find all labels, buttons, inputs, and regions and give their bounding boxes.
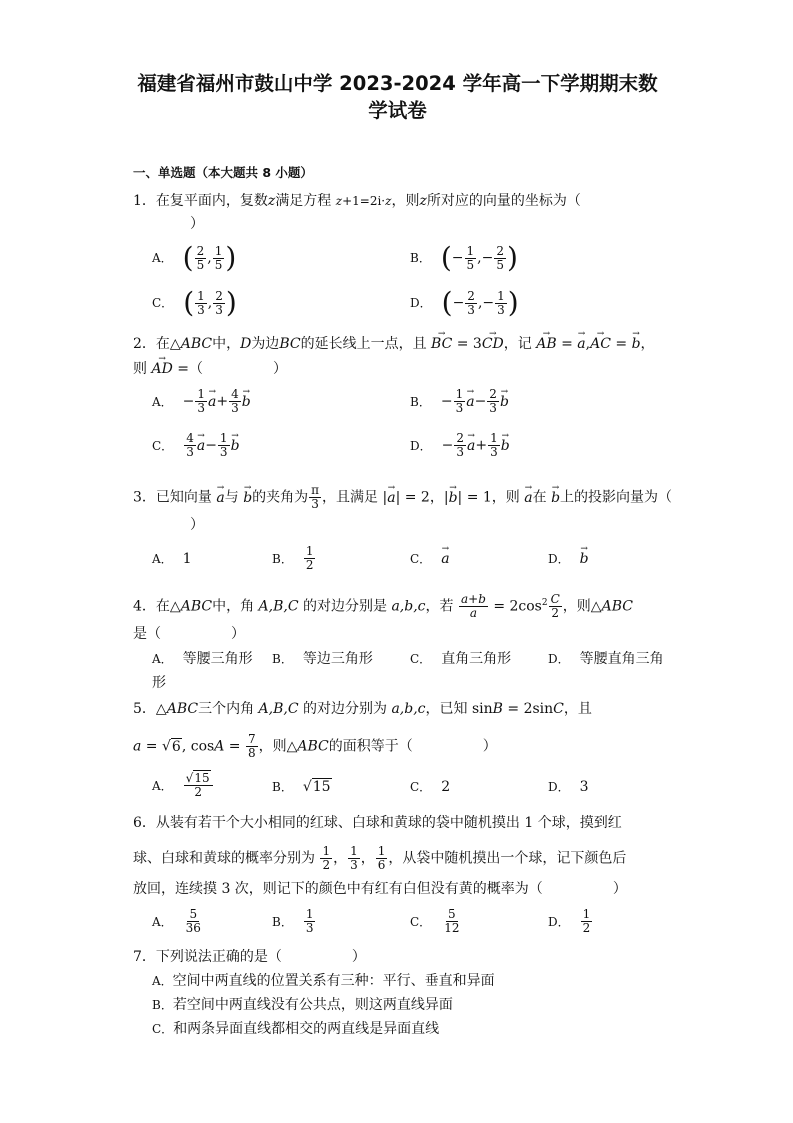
option-1c[interactable]: C． ( $\frac{1}{3}$ , $\frac{2}{3}$ ) <box>152 286 237 319</box>
option-text: 直角三角形 <box>441 651 512 667</box>
option-label: A． <box>152 914 173 929</box>
option-label: D． <box>548 914 570 929</box>
question-text: 下列说法正确的是（ <box>155 949 282 965</box>
option-label: B． <box>410 394 431 409</box>
question-number: 3． <box>133 489 156 506</box>
option-5d[interactable] <box>548 779 589 796</box>
option-text: 3 <box>579 779 589 795</box>
option-1d[interactable]: D． (− $\frac{2}{3}$ ,− $\frac{1}{3}$ ) <box>410 286 519 319</box>
option-6d[interactable]: D． $\frac{1}{2}$ <box>548 907 591 935</box>
question-3-close: ） <box>190 517 204 533</box>
question-number: 5． <box>133 701 156 717</box>
question-7 <box>133 949 673 966</box>
option-4c[interactable] <box>410 651 511 668</box>
option-label: C． <box>152 1022 174 1036</box>
question-text: 在复平面内，复数 <box>155 193 268 209</box>
question-close: ） <box>351 949 366 965</box>
option-7a[interactable] <box>152 973 495 990</box>
option-2c[interactable]: C． $\frac{4}{3}$ → a− $\frac{1}{3}$ → b <box>152 432 240 459</box>
question-close: ） <box>612 881 627 897</box>
option-3c[interactable]: C．→ a <box>410 551 450 568</box>
option-text: 2 <box>441 779 451 795</box>
option-5a[interactable]: A． $\frac{√15}{2}$ <box>152 772 214 799</box>
option-text: 若空间中两直线没有公共点，则这两直线异面 <box>172 997 453 1013</box>
option-4a[interactable] <box>152 651 253 668</box>
option-2d[interactable]: D． − $\frac{2}{3}$ → a+ $\frac{1}{3}$ → b <box>410 432 510 459</box>
option-label: A． <box>152 778 173 793</box>
option-label: D． <box>410 438 432 453</box>
question-4-line-2: 是（ ） <box>133 626 245 642</box>
question-number: 4． <box>133 598 156 615</box>
option-label: B． <box>272 652 293 666</box>
option-label: A． <box>152 394 173 409</box>
title-line-1: 福建省福州市鼓山中学 2023-2024 学年高一下学期期末数 <box>137 72 658 95</box>
option-text: 等边三角形 <box>302 651 373 667</box>
option-4d-wrap: 形 <box>152 675 166 691</box>
question-number: 2． <box>133 336 156 352</box>
question-text: 满足方程 <box>275 193 332 209</box>
question-close: ） <box>482 738 497 755</box>
question-3: 3．已知向量 → a与 → b的夹角为 $\frac{\pi}{3}$ ，且满足 |→ a| = 2，|→ b| = 1，则 → a在 → b上的投影向量为（ <box>133 484 673 511</box>
question-2: 2．在△ABC中，D为边BC的延长线上一点，且 → BC = 3→ CD，记 → AB = → a,→ AC = → b， <box>133 336 673 353</box>
option-text: 等腰三角形 <box>182 651 253 667</box>
section-heading: 一、单选题（本大题共 8 小题） <box>133 165 313 180</box>
option-label: C． <box>410 914 432 929</box>
option-3d[interactable]: D．→ b <box>548 551 589 568</box>
option-text: 空间中两直线的位置关系有三种：平行、垂直和异面 <box>172 973 495 989</box>
option-6c[interactable]: C． $\frac{5}{12}$ <box>410 907 460 935</box>
option-label: A． <box>152 974 173 988</box>
option-1b[interactable]: B． (− $\frac{1}{5}$ ,− $\frac{2}{5}$ ) <box>410 241 518 274</box>
option-2a[interactable]: A． − $\frac{1}{3}$ → a+ $\frac{4}{3}$ → b <box>152 388 251 415</box>
question-4: 4．在△ABC中，角 A,B,C 的对边分别是 a,b,c，若 $\frac{a+b}{a}$ = $2\cos^2$ $\frac{C}{2}$ ，则△ABC <box>133 592 633 620</box>
question-number: 7． <box>133 949 156 965</box>
option-3a[interactable] <box>152 551 192 568</box>
option-label: C． <box>152 296 174 310</box>
option-label: D． <box>548 652 570 666</box>
option-7c[interactable] <box>152 1021 439 1038</box>
question-1: 1．在复平面内，复数z满足方程 z+1=2i·z，则z所对应的向量的坐标为（ <box>133 193 581 209</box>
option-label: B． <box>272 551 293 566</box>
question-text: ，则 <box>391 193 420 209</box>
option-label: C． <box>152 438 174 453</box>
question-2-line-2: 则 → AD =（ ） <box>133 361 287 378</box>
question-5: 5．△ABC三个内角 A,B,C 的对边分别为 a,b,c，已知 sinB = 2sinC，且 <box>133 701 592 717</box>
option-label: B． <box>272 914 293 929</box>
option-label: D． <box>410 296 432 310</box>
option-7b[interactable] <box>152 997 453 1014</box>
title-line-2: 学试卷 <box>368 99 427 122</box>
option-4b[interactable] <box>272 651 373 668</box>
option-5b[interactable]: B． √15 <box>272 779 331 795</box>
question-1-close: ） <box>190 216 204 232</box>
option-label: B． <box>152 998 173 1012</box>
option-2b[interactable]: B． − $\frac{1}{3}$ → a− $\frac{2}{3}$ → b <box>410 388 509 415</box>
option-1a[interactable]: A． ( $\frac{2}{5}$ , $\frac{1}{5}$ ) <box>152 241 237 274</box>
option-label: C． <box>410 652 432 666</box>
option-6a[interactable]: A． $\frac{5}{36}$ <box>152 907 201 935</box>
question-text: 所对应的向量的坐标为（ <box>426 193 581 209</box>
option-label: D． <box>548 552 570 566</box>
question-6: 6．从装有若干个大小相同的红球、白球和黄球的袋中随机摸出 1 个球，摸到红 <box>133 815 622 831</box>
option-label: A． <box>152 652 173 666</box>
question-5-line-2: a = √6, cosA = $\frac{7}{8}$ ，则△ABC的面积等于（ ） <box>133 732 497 760</box>
option-label: C． <box>410 780 432 794</box>
option-label: B． <box>410 251 431 265</box>
question-6-line-3: 放回，连续摸 3 次，则记下的颜色中有红有白但没有黄的概率为（ ） <box>133 881 627 897</box>
question-close: ） <box>231 626 245 642</box>
question-6-line-2: 球、白球和黄球的概率分别为 $\frac{1}{2}$ ， $\frac{1}{3}$ ， $\frac{1}{6}$ ，从袋中随机摸出一个球，记下颜色后 <box>133 844 627 872</box>
option-3b[interactable]: B． $\frac{1}{2}$ <box>272 544 314 572</box>
question-close: ） <box>272 361 287 377</box>
option-text: 1 <box>182 551 192 567</box>
question-number: 1． <box>133 193 156 209</box>
question-number: 6． <box>133 815 156 831</box>
exam-title <box>120 70 675 124</box>
option-label: A． <box>152 552 173 566</box>
option-text: 等腰直角三角 <box>579 651 664 667</box>
option-label: B． <box>272 780 293 794</box>
option-label: A． <box>152 251 173 265</box>
option-label: C． <box>410 552 432 566</box>
option-6b[interactable]: B． $\frac{1}{3}$ <box>272 907 314 935</box>
option-4d[interactable] <box>548 651 664 668</box>
option-text: 和两条异面直线都相交的两直线是异面直线 <box>173 1021 440 1037</box>
option-label: D． <box>548 780 570 794</box>
option-5c[interactable] <box>410 779 450 796</box>
